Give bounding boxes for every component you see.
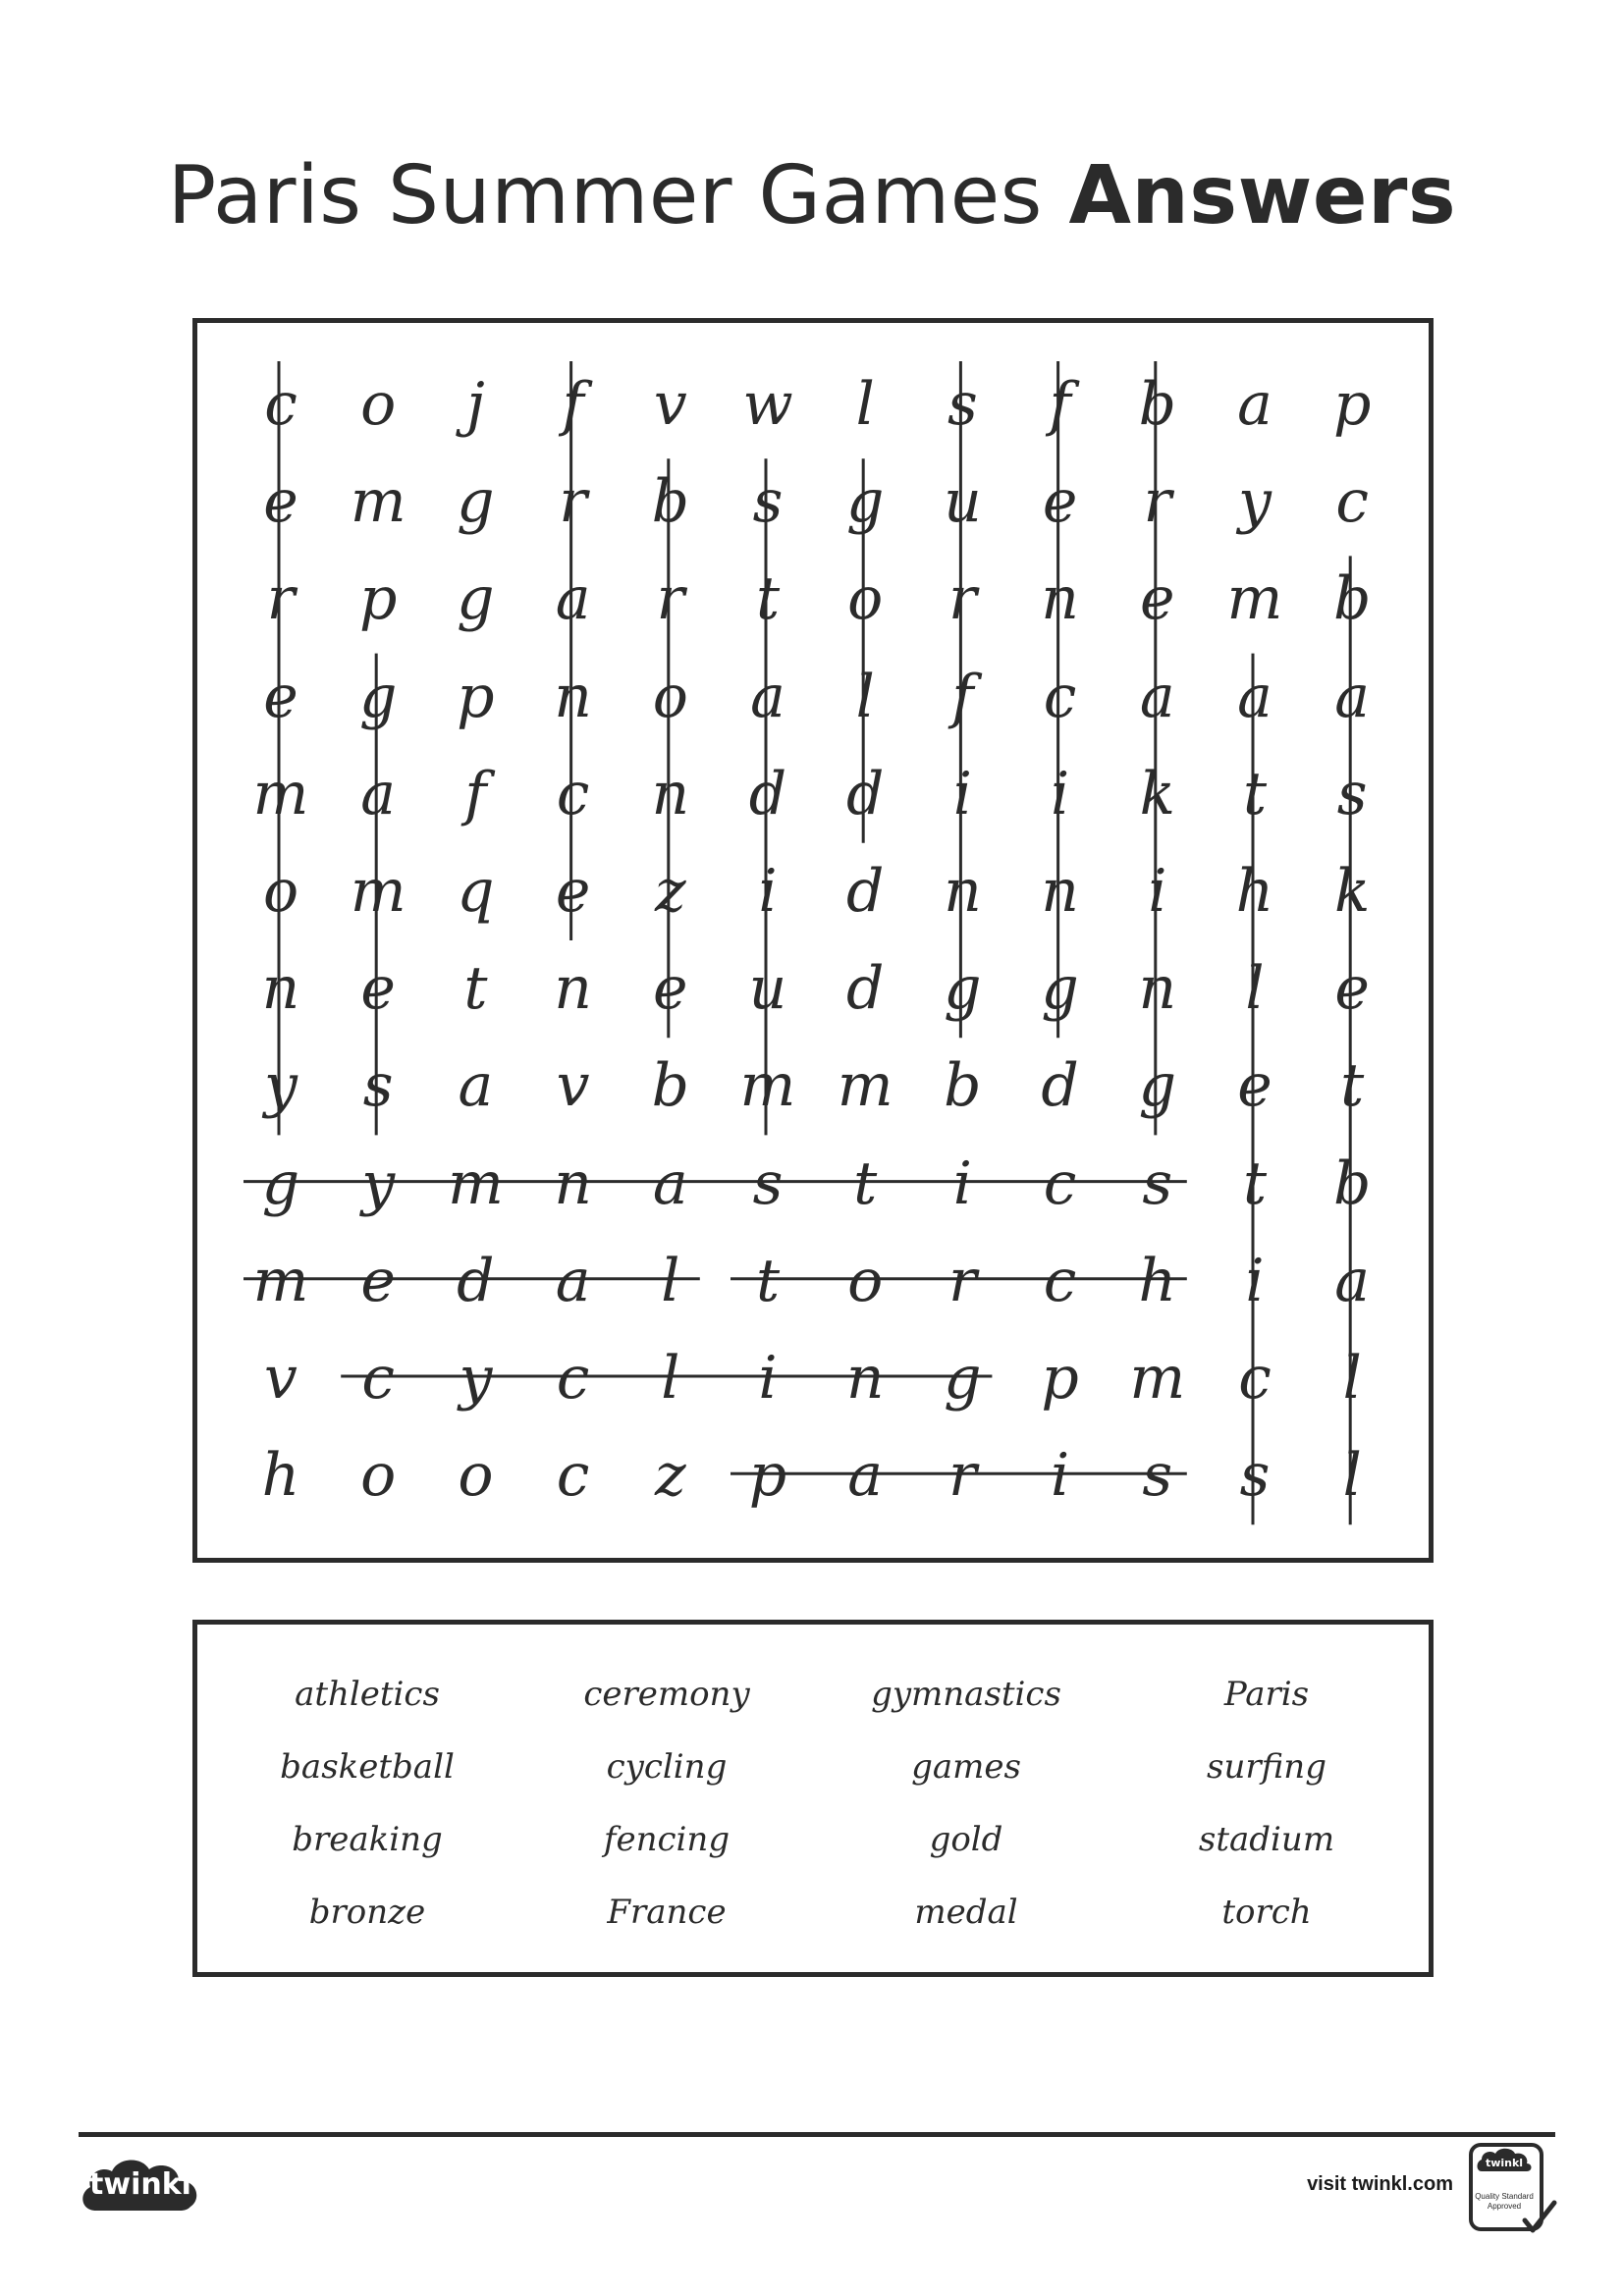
grid-letter: a: [1334, 662, 1371, 731]
grid-letter: t: [1242, 1148, 1268, 1218]
grid-letter: e: [360, 1246, 396, 1315]
grid-letter: d: [845, 759, 885, 828]
grid-letter: c: [1043, 662, 1077, 731]
grid-letter: a: [652, 1148, 688, 1218]
grid-letter: k: [1334, 857, 1371, 926]
grid-letter: c: [264, 370, 298, 439]
grid-letter: z: [654, 1441, 686, 1511]
grid-letter: g: [358, 662, 398, 731]
grid-letter: b: [651, 467, 689, 537]
grid-letter: z: [654, 857, 686, 926]
grid-letter: g: [944, 1344, 982, 1413]
grid-letter: l: [855, 662, 875, 731]
grid-letter: f: [464, 759, 487, 828]
grid-letter: p: [1332, 370, 1372, 439]
grid-letter: s: [1142, 1441, 1173, 1511]
grid-letter: n: [1138, 954, 1177, 1024]
grid-letter: n: [554, 954, 592, 1024]
grid-letter: o: [262, 857, 299, 926]
grid-letter: o: [360, 1441, 397, 1511]
grid-letter: f: [951, 662, 974, 731]
grid-letter: a: [555, 564, 591, 634]
grid-letter: l: [1245, 954, 1265, 1024]
grid-letter: i: [1148, 857, 1167, 926]
grid-letter: v: [556, 1051, 590, 1121]
grid-letter: e: [653, 954, 688, 1024]
grid-letter: a: [847, 1441, 884, 1511]
grid-letter: b: [1332, 1148, 1372, 1218]
grid-letter: s: [1142, 1148, 1173, 1218]
grid-letter: s: [752, 1148, 784, 1218]
badge-line2: Approved: [1487, 2202, 1522, 2211]
grid-letter: b: [1138, 370, 1176, 439]
grid-letter: l: [855, 370, 875, 439]
grid-letter: b: [651, 1051, 689, 1121]
grid-letter: c: [1335, 467, 1369, 537]
grid-letter: o: [847, 1246, 884, 1315]
grid-letter: e: [263, 662, 298, 731]
grid-letter: c: [361, 1344, 395, 1413]
word-list-item: basketball: [280, 1747, 455, 1787]
grid-letter: u: [748, 954, 787, 1024]
grid-letter: p: [457, 662, 495, 731]
grid-letter: d: [845, 954, 885, 1024]
grid-letter: n: [554, 662, 592, 731]
grid-letter: r: [948, 564, 977, 634]
grid-letter: n: [1041, 564, 1079, 634]
grid-letter: m: [837, 1051, 893, 1121]
grid-letter: t: [853, 1148, 878, 1218]
grid-letter: c: [556, 759, 590, 828]
word-list-item: athletics: [295, 1675, 440, 1714]
word-list-item: gold: [929, 1820, 1003, 1859]
grid-letter: a: [1237, 662, 1272, 731]
grid-letter: i: [1050, 1441, 1070, 1511]
title-main: Paris Summer Games: [167, 149, 1043, 242]
grid-letter: s: [1336, 759, 1368, 828]
grid-letter: g: [457, 467, 495, 537]
grid-letter: l: [1342, 1344, 1362, 1413]
grid-letter: d: [457, 1246, 495, 1315]
grid-letter: o: [458, 1441, 494, 1511]
grid-letter: s: [752, 467, 784, 537]
grid-letter: g: [944, 954, 982, 1024]
grid-letter: u: [944, 467, 982, 537]
grid-letter: c: [1043, 1246, 1077, 1315]
grid-letter: a: [1334, 1246, 1371, 1315]
grid-letter: g: [1041, 954, 1079, 1024]
grid-letter: c: [1043, 1148, 1077, 1218]
grid-letter: d: [1041, 1051, 1079, 1121]
grid-letter: b: [1332, 564, 1372, 634]
grid-letter: i: [952, 759, 972, 828]
grid-letter: v: [264, 1344, 298, 1413]
grid-letter: m: [739, 1051, 796, 1121]
grid-letter: m: [350, 857, 406, 926]
grid-letter: y: [1238, 467, 1272, 537]
grid-letter: y: [361, 1148, 396, 1218]
word-list-item: France: [607, 1893, 727, 1932]
word-list-item: games: [911, 1747, 1021, 1787]
grid-letter: p: [748, 1441, 787, 1511]
word-list-item: gymnastics: [871, 1675, 1061, 1714]
grid-letter: m: [1129, 1344, 1186, 1413]
grid-letter: g: [845, 467, 885, 537]
quality-badge: [1468, 2142, 1558, 2236]
grid-letter: r: [559, 467, 587, 537]
grid-letter: a: [360, 759, 397, 828]
word-list-item: breaking: [292, 1820, 443, 1859]
grid-letter: p: [358, 564, 398, 634]
grid-letter: t: [1242, 759, 1268, 828]
grid-letter: f: [1049, 370, 1071, 439]
grid-letter: m: [447, 1148, 504, 1218]
grid-letter: c: [1238, 1344, 1272, 1413]
grid-letter: h: [261, 1441, 300, 1511]
grid-letter: f: [562, 370, 584, 439]
grid-letter: s: [947, 370, 978, 439]
grid-letter: h: [1235, 857, 1274, 926]
grid-letter: i: [1050, 759, 1070, 828]
grid-letter: m: [252, 759, 309, 828]
grid-letter: q: [457, 857, 495, 926]
grid-letter: e: [1334, 954, 1370, 1024]
grid-letter: a: [750, 662, 785, 731]
grid-letter: r: [656, 564, 685, 634]
word-list-item: cycling: [606, 1747, 728, 1787]
grid-letter: j: [466, 370, 485, 439]
grid-letter: e: [555, 857, 591, 926]
grid-letter: i: [758, 1344, 778, 1413]
grid-letter: a: [1237, 370, 1272, 439]
word-list-item: medal: [914, 1893, 1018, 1932]
footer-divider: [79, 2132, 1555, 2137]
grid-letter: i: [758, 857, 778, 926]
badge-brand: twinkl: [1485, 2157, 1524, 2169]
grid-letter: e: [1042, 467, 1078, 537]
grid-letter: l: [661, 1344, 680, 1413]
grid-letter: e: [263, 467, 298, 537]
grid-letter: r: [948, 1441, 977, 1511]
grid-letter: w: [742, 370, 793, 439]
word-list-item: bronze: [308, 1893, 426, 1932]
grid-letter: m: [1226, 564, 1283, 634]
grid-letter: b: [944, 1051, 982, 1121]
grid-letter: c: [556, 1441, 590, 1511]
grid-letter: g: [457, 564, 495, 634]
word-list-item: torch: [1221, 1893, 1312, 1932]
grid-letter: n: [651, 759, 690, 828]
title-emphasis: Answers: [1068, 149, 1457, 242]
grid-letter: n: [261, 954, 300, 1024]
logo-text: twinkl: [89, 2167, 191, 2202]
grid-letter: e: [1140, 564, 1175, 634]
grid-letter: a: [1139, 662, 1175, 731]
grid-letter: l: [1342, 1441, 1362, 1511]
grid-letter: n: [1041, 857, 1079, 926]
grid-letter: o: [652, 662, 688, 731]
grid-letter: e: [360, 954, 396, 1024]
grid-letter: p: [1041, 1344, 1079, 1413]
grid-letter: a: [458, 1051, 494, 1121]
word-list-item: fencing: [603, 1820, 731, 1859]
grid-letter: r: [1143, 467, 1172, 537]
visit-link[interactable]: visit twinkl.com: [1307, 2173, 1453, 2195]
grid-letter: n: [554, 1148, 592, 1218]
grid-letter: g: [1138, 1051, 1176, 1121]
page-title: [0, 147, 1624, 245]
grid-letter: a: [555, 1246, 591, 1315]
grid-letter: r: [266, 564, 296, 634]
word-list-item: ceremony: [583, 1675, 750, 1714]
grid-letter: t: [463, 954, 488, 1024]
grid-letter: i: [952, 1148, 972, 1218]
grid-letter: m: [350, 467, 406, 537]
word-list-item: stadium: [1198, 1820, 1335, 1859]
grid-letter: h: [1138, 1246, 1177, 1315]
grid-letter: l: [661, 1246, 680, 1315]
grid-letter: e: [1237, 1051, 1272, 1121]
grid-letter: d: [748, 759, 787, 828]
grid-letter: c: [556, 1344, 590, 1413]
grid-letter: s: [362, 1051, 394, 1121]
twinkl-logo[interactable]: [77, 2154, 204, 2218]
badge-line1: Quality Standard: [1475, 2192, 1534, 2201]
grid-letter: t: [755, 564, 781, 634]
grid-letter: r: [948, 1246, 977, 1315]
grid-letter: i: [1245, 1246, 1265, 1315]
grid-letter: m: [252, 1246, 309, 1315]
grid-letter: o: [847, 564, 884, 634]
grid-letter: k: [1139, 759, 1175, 828]
grid-letter: t: [755, 1246, 781, 1315]
grid-letter: y: [264, 1051, 298, 1121]
grid-letter: t: [1340, 1051, 1365, 1121]
quality-standard-badge-icon: [1468, 2142, 1558, 2236]
grid-letter: o: [360, 370, 397, 439]
grid-letter: d: [845, 857, 885, 926]
grid-letter: y: [459, 1344, 493, 1413]
word-list-item: Paris: [1223, 1675, 1310, 1714]
grid-letter: s: [1239, 1441, 1271, 1511]
word-list-item: surfing: [1207, 1747, 1326, 1787]
grid-letter: n: [845, 1344, 885, 1413]
grid-letter: n: [944, 857, 982, 926]
grid-letter: g: [261, 1148, 300, 1218]
grid-letter: v: [653, 370, 687, 439]
